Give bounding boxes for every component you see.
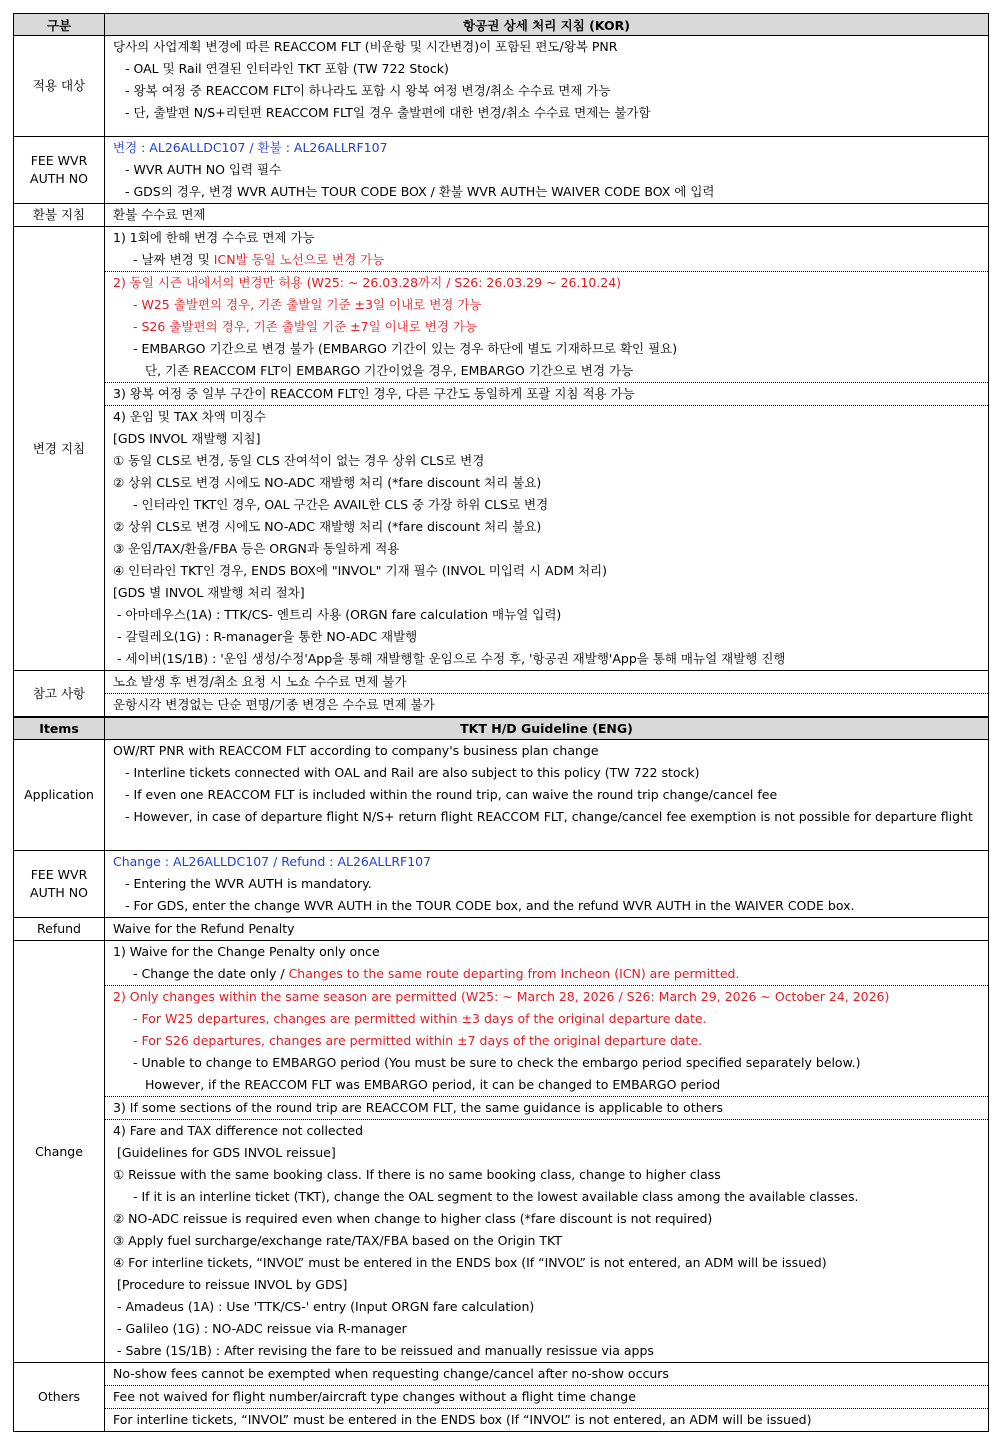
guideline-table-korean <box>13 13 989 717</box>
refund-text: Waive for the Refund Penalty <box>113 921 295 936</box>
application-line: - Interline tickets connected with OAL and Rail are also subject to this policy (TW 722 stock) <box>125 765 700 780</box>
gds-procedure-item: - Sabre (1S/1B) : After revising the fare to be reissued and manually resissue via apps <box>117 1343 654 1358</box>
row-fee-waiver <box>14 851 989 918</box>
fee-line: - GDS의 경우, 변경 WVR AUTH는 TOUR CODE BOX / 환불 WVR AUTH는 WAIVER CODE BOX 에 입력 <box>125 184 715 199</box>
season-rule-line: - S26 출발편의 경우, 기존 출발일 기준 ±7일 이내로 변경 가능 <box>133 319 478 334</box>
row-label-refund: 환불 지침 <box>14 204 105 227</box>
embargo-note: 단, 기존 REACCOM FLT이 EMBARGO 기간이었을 경우, EMBARGO 기간으로 변경 가능 <box>145 363 634 378</box>
row-label-fee-waiver: FEE WVR AUTH NO <box>14 851 105 918</box>
row-application <box>14 740 989 851</box>
row-application <box>14 36 989 137</box>
row-label-application: Application <box>14 740 105 851</box>
row-others <box>14 1363 989 1432</box>
guideline-table-english <box>13 717 989 1432</box>
column-header-guideline: 항공권 상세 처리 지침 (KOR) <box>105 14 989 36</box>
gds-guideline-item: - If it is an interline ticket (TKT), change the OAL segment to the lowest available class among the available classes. <box>133 1189 859 1204</box>
change-section-4-title: 4) Fare and TAX difference not collected <box>105 1119 988 1142</box>
application-line: - If even one REACCOM FLT is included within the round trip, can waive the round trip change/cancel fee <box>125 787 778 802</box>
season-rule-line: - For W25 departures, changes are permitted within ±3 days of the original departure date. <box>133 1011 707 1026</box>
refund-content <box>105 204 989 227</box>
gds-procedure-heading: [GDS 별 INVOL 재발행 처리 절차] <box>113 585 305 600</box>
gds-procedure-item: - 아마데우스(1A) : TTK/CS- 엔트리 사용 (ORGN fare calculation 매뉴얼 입력) <box>117 607 562 622</box>
row-refund <box>14 204 989 227</box>
application-line: - OAL 및 Rail 연결된 인터라인 TKT 포함 (TW 722 Stock) <box>125 61 449 76</box>
gds-guideline-item: ① 동일 CLS로 변경, 동일 CLS 잔여석이 없는 경우 상위 CLS로 변경 <box>113 453 485 468</box>
gds-guideline-item: ② 상위 CLS로 변경 시에도 NO-ADC 재발행 처리 (*fare discount 처리 불요) <box>113 475 542 490</box>
fee-waiver-content <box>105 851 989 918</box>
gds-procedure-item: - Amadeus (1A) : Use 'TTK/CS-' entry (Input ORGN fare calculation) <box>117 1299 535 1314</box>
notes-content <box>105 671 989 717</box>
gds-guideline-item: ④ 인터라인 TKT인 경우, ENDS BOX에 "INVOL" 기재 필수 (INVOL 미입력 시 ADM 처리) <box>113 563 608 578</box>
gds-procedure-item: - 갈릴레오(1G) : R-manager을 통한 NO-ADC 재발행 <box>117 629 418 644</box>
note-line: No-show fees cannot be exempted when requesting change/cancel after no-show occurs <box>113 1366 669 1381</box>
season-rule-line: - W25 출발편의 경우, 기존 출발일 기준 ±3일 이내로 변경 가능 <box>133 297 482 312</box>
gds-guideline-item: ② 상위 CLS로 변경 시에도 NO-ADC 재발행 처리 (*fare discount 처리 불요) <box>113 519 542 534</box>
row-label-change: Change <box>14 941 105 1363</box>
note-line: For interline tickets, “INVOL” must be entered in the ENDS box (If “INVOL” is not entered, an ADM will be issued) <box>105 1408 988 1431</box>
gds-guideline-heading: [Guidelines for GDS INVOL reissue] <box>117 1145 336 1160</box>
gds-procedure-heading: [Procedure to reissue INVOL by GDS] <box>117 1277 348 1292</box>
application-line: - 단, 출발편 N/S+리턴편 REACCOM FLT일 경우 출발편에 대한 변경/취소 수수료 면제는 불가함 <box>125 105 651 120</box>
application-line: - However, in case of departure flight N/S+ return flight REACCOM FLT, change/cancel fee exemption is not possible for departure flight <box>125 809 973 824</box>
row-label-others: Others <box>14 1363 105 1432</box>
spacer <box>105 828 988 850</box>
waiver-codes: Change : AL26ALLDC107 / Refund : AL26ALLRF107 <box>113 854 432 869</box>
table-header-row <box>14 718 989 740</box>
row-label-refund: Refund <box>14 918 105 941</box>
fee-line: - WVR AUTH NO 입력 필수 <box>125 162 282 177</box>
fee-line: - For GDS, enter the change WVR AUTH in the TOUR CODE box, and the refund WVR AUTH in the WAIVER CODE box. <box>125 898 855 913</box>
gds-guideline-item: ① Reissue with the same booking class. If there is no same booking class, change to higher class <box>113 1167 721 1182</box>
row-fee-waiver <box>14 137 989 204</box>
detail-prefix: - Change the date only / <box>133 966 289 981</box>
waiver-codes: 변경 : AL26ALLDC107 / 환불 : AL26ALLRF107 <box>113 140 388 155</box>
embargo-rule: - Unable to change to EMBARGO period (You must be sure to check the embargo period specified separately below.) <box>133 1055 861 1070</box>
gds-procedure-item: - Galileo (1G) : NO-ADC reissue via R-manager <box>117 1321 407 1336</box>
fee-line: - Entering the WVR AUTH is mandatory. <box>125 876 372 891</box>
application-line: - 왕복 여정 중 REACCOM FLT이 하나라도 포함 시 왕복 여정 변경/취소 수수료 면제 가능 <box>125 83 611 98</box>
row-label-fee-waiver: FEE WVR AUTH NO <box>14 137 105 204</box>
others-content <box>105 1363 989 1432</box>
detail-highlight: Changes to the same route departing from Incheon (ICN) are permitted. <box>288 966 740 981</box>
note-line: Fee not waived for flight number/aircraft type changes without a flight time change <box>105 1385 988 1408</box>
refund-content <box>105 918 989 941</box>
row-label-notes: 참고 사항 <box>14 671 105 717</box>
row-refund <box>14 918 989 941</box>
spacer <box>105 124 988 136</box>
note-line: 노쇼 발생 후 변경/취소 요청 시 노쇼 수수료 면제 불가 <box>113 674 407 689</box>
embargo-rule: - EMBARGO 기간으로 변경 불가 (EMBARGO 기간이 있는 경우 하단에 별도 기재하므로 확인 필요) <box>133 341 678 356</box>
change-section-4-title: 4) 운임 및 TAX 차액 미징수 <box>105 405 988 428</box>
change-content <box>105 941 989 1363</box>
change-section-1-title: 1) 1회에 한해 변경 수수료 면제 가능 <box>113 230 315 245</box>
row-change <box>14 227 989 671</box>
table-header-row <box>14 14 989 36</box>
gds-guideline-item: ② NO-ADC reissue is required even when change to higher class (*fare discount is not required) <box>113 1211 713 1226</box>
refund-text: 환불 수수료 면제 <box>113 207 206 222</box>
season-rule-line: - For S26 departures, changes are permitted within ±7 days of the original departure date. <box>133 1033 703 1048</box>
application-content <box>105 740 989 851</box>
gds-guideline-item: ③ Apply fuel surcharge/exchange rate/TAX/FBA based on the Origin TKT <box>113 1233 562 1248</box>
change-section-2-title: 2) Only changes within the same season are permitted (W25: ~ March 28, 2026 / S26: March 29, 2026 ~ October 24, 2026) <box>105 985 988 1008</box>
gds-procedure-item: - 세이버(1S/1B) : '운임 생성/수정'App을 통해 재발행할 운임으로 수정 후, '항공권 재발행'App을 통해 매뉴얼 재발행 진행 <box>117 651 786 666</box>
row-label-change: 변경 지침 <box>14 227 105 671</box>
column-header-category: 구분 <box>14 14 105 36</box>
detail-highlight: ICN발 동일 노선으로 변경 가능 <box>213 252 385 267</box>
row-label-application: 적용 대상 <box>14 36 105 137</box>
change-section-3: 3) If some sections of the round trip are REACCOM FLT, the same guidance is applicable to others <box>105 1096 988 1119</box>
fee-waiver-content <box>105 137 989 204</box>
gds-guideline-item: - 인터라인 TKT인 경우, OAL 구간은 AVAIL한 CLS 중 가장 하위 CLS로 변경 <box>133 497 549 512</box>
gds-guideline-heading: [GDS INVOL 재발행 지침] <box>113 431 261 446</box>
change-content <box>105 227 989 671</box>
change-section-1-detail <box>105 249 988 271</box>
change-section-2-title: 2) 동일 시즌 내에서의 변경만 허용 (W25: ~ 26.03.28까지 / S26: 26.03.29 ~ 26.10.24) <box>105 271 988 294</box>
column-header-guideline: TKT H/D Guideline (ENG) <box>105 718 989 740</box>
application-content <box>105 36 989 137</box>
change-section-1-title: 1) Waive for the Change Penalty only once <box>113 944 380 959</box>
gds-guideline-item: ④ For interline tickets, “INVOL” must be entered in the ENDS box (If “INVOL” is not entered, an ADM will be issued) <box>113 1255 827 1270</box>
change-section-3: 3) 왕복 여정 중 일부 구간이 REACCOM FLT인 경우, 다른 구간도 동일하게 포괄 지침 적용 가능 <box>105 382 988 405</box>
detail-prefix: - 날짜 변경 및 <box>133 252 214 267</box>
application-line: OW/RT PNR with REACCOM FLT according to company's business plan change <box>113 743 599 758</box>
embargo-note: However, if the REACCOM FLT was EMBARGO period, it can be changed to EMBARGO period <box>145 1077 721 1092</box>
gds-guideline-item: ③ 운임/TAX/환율/FBA 등은 ORGN과 동일하게 적용 <box>113 541 400 556</box>
note-line: 운항시각 변경없는 단순 편명/기종 변경은 수수료 면제 불가 <box>105 693 988 716</box>
change-section-1-detail <box>105 963 988 985</box>
column-header-items: Items <box>14 718 105 740</box>
row-notes <box>14 671 989 717</box>
application-line: 당사의 사업계획 변경에 따른 REACCOM FLT (비운항 및 시간변경)이 포함된 편도/왕복 PNR <box>113 39 618 54</box>
row-change <box>14 941 989 1363</box>
